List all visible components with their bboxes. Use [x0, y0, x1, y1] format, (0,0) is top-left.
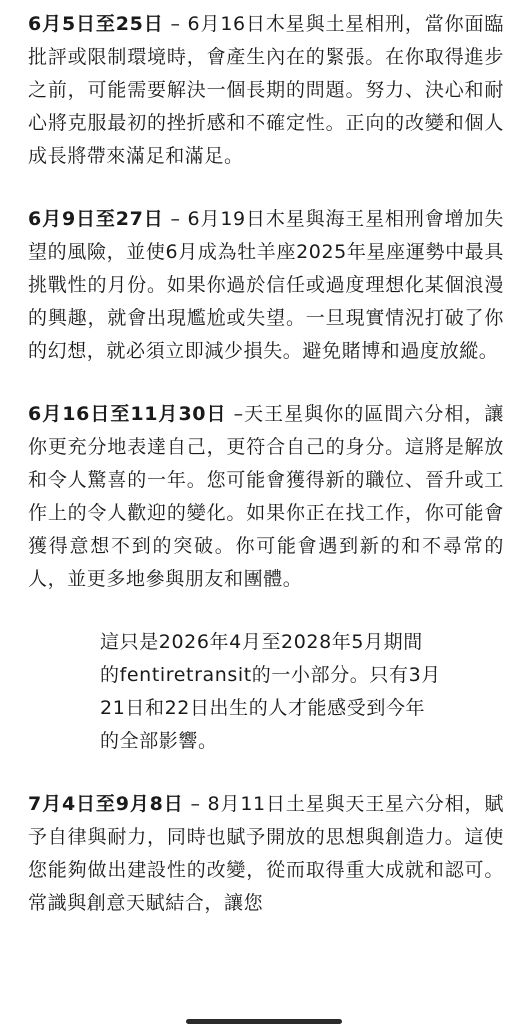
forecast-paragraph-3 [28, 398, 504, 596]
forecast-text-4: – 8月11日土星與天王星六分相，賦予自律與耐力，同時也賦予開放的思想與創造力。這使您能夠做出建設性的改變，從而取得重大成就和認可。常識與創意天賦結合，讓您 [28, 793, 505, 914]
note-line-2: 的fentiretransit的一小部分。只有3月 [100, 664, 441, 686]
forecast-date-3: 6月16日至11月30日 [28, 403, 227, 425]
note-line-4: 的全部影響。 [100, 730, 218, 752]
note-line-3: 21日和22日出生的人才能感受到今年 [100, 697, 426, 719]
note-block [28, 626, 440, 758]
article-body [28, 8, 504, 950]
forecast-paragraph-1 [28, 8, 504, 173]
forecast-paragraph-4 [28, 788, 504, 920]
forecast-date-1: 6月5日至25日 [28, 13, 164, 35]
forecast-date-4: 7月4日至9月8日 [28, 793, 184, 815]
forecast-text-3: –天王星與你的區間六分相，讓你更充分地表達自己，更符合自己的身分。這將是解放和令人驚喜的一年。您可能會獲得新的職位、晉升或工作上的令人歡迎的變化。如果你正在找工作，你可能會獲得意想不到的突破。你可能會遇到新的和不尋常的人，並更多地參與朋友和團體。 [28, 403, 504, 590]
forecast-paragraph-2 [28, 203, 504, 368]
forecast-date-2: 6月9日至27日 [28, 208, 164, 230]
note-line-1: 這只是2026年4月至2028年5月期間 [100, 631, 423, 653]
home-indicator[interactable] [186, 1019, 342, 1024]
forecast-text-1: – 6月16日木星與土星相刑，當你面臨批評或限制環境時，會產生內在的緊張。在你取得進步之前，可能需要解決一個長期的問題。努力、決心和耐心將克服最初的挫折感和不確定性。正向的改變和個人成長將帶來滿足和滿足。 [28, 13, 504, 167]
forecast-text-2: – 6月19日木星與海王星相刑會增加失望的風險，並使6月成為牡羊座2025年星座運勢中最具挑戰性的月份。如果你過於信任或過度理想化某個浪漫的興趣，就會出現尷尬或失望。一旦現實情況打破了你的幻想，就必須立即減少損失。避免賭博和過度放縱。 [28, 208, 504, 362]
